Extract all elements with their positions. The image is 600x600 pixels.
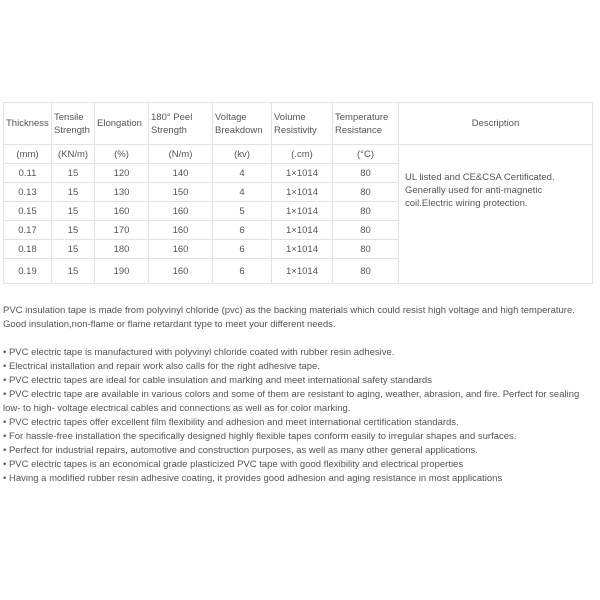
header-volume-resistivity: Volume Resistivity — [272, 103, 333, 145]
header-voltage-breakdown: Voltage Breakdown — [213, 103, 272, 145]
header-temperature-resistance: Temperature Resistance — [333, 103, 399, 145]
table-cell: 0.13 — [4, 183, 52, 202]
table-cell: 120 — [95, 164, 149, 183]
table-cell: 4 — [213, 183, 272, 202]
table-cell: 0.18 — [4, 240, 52, 259]
table-cell: 4 — [213, 164, 272, 183]
table-cell: 180 — [95, 240, 149, 259]
table-cell: 80 — [333, 202, 399, 221]
table-cell: 160 — [149, 202, 213, 221]
list-item: • For hassle-free installation the specifically designed highly flexible tapes conform easily to irregular shapes and surfaces. — [3, 431, 517, 442]
table-cell: 15 — [52, 202, 95, 221]
table-cell: 160 — [149, 221, 213, 240]
unit-cell: (N/m) — [149, 145, 213, 164]
list-item: • PVC electric tapes are ideal for cable insulation and marking and meet international safety standards — [3, 375, 432, 386]
unit-cell: (%) — [95, 145, 149, 164]
table-cell: 15 — [52, 259, 95, 284]
table-cell: 140 — [149, 164, 213, 183]
table-cell: 130 — [95, 183, 149, 202]
unit-cell: (KN/m) — [52, 145, 95, 164]
table-cell: 0.11 — [4, 164, 52, 183]
header-elongation: Elongation — [95, 103, 149, 145]
header-peel-strength: 180° Peel Strength — [149, 103, 213, 145]
table-cell: 5 — [213, 202, 272, 221]
table-cell: 160 — [95, 202, 149, 221]
table-cell: 150 — [149, 183, 213, 202]
table-cell: 1×1014 — [272, 183, 333, 202]
header-description: Description — [399, 103, 593, 145]
list-item: • PVC electric tape are available in various colors and some of them are resistant to aging, weather, abrasion, and fire. Perfect for sealing low- to high- voltage electrical cables and connections as well as for color marking. — [3, 389, 580, 414]
table-cell: 0.15 — [4, 202, 52, 221]
table-cell: 0.17 — [4, 221, 52, 240]
table-cell: 6 — [213, 221, 272, 240]
list-item: • Perfect for industrial repairs, automotive and construction purposes, as well as many other general applications. — [3, 445, 478, 456]
list-item: • Having a modified rubber resin adhesive coating, it provides good adhesion and aging resistance in most applications — [3, 473, 503, 484]
table-cell: 190 — [95, 259, 149, 284]
table-cell: 80 — [333, 221, 399, 240]
table-cell: 15 — [52, 164, 95, 183]
intro-paragraph: PVC insulation tape is made from polyvinyl chloride (pvc) as the backing materials which could resist high voltage and high temperature. Good insulation,non-flame or flame retardant type to meet your different needs. — [3, 305, 575, 330]
spec-table — [3, 102, 593, 284]
table-cell: 1×1014 — [272, 259, 333, 284]
list-item: • PVC electric tapes is an economical grade plasticized PVC tape with good flexibility and electrical properties — [3, 459, 464, 470]
table-cell: 1×1014 — [272, 164, 333, 183]
table-cell: 1×1014 — [272, 240, 333, 259]
list-item: • PVC electric tapes offer excellent film flexibility and adhesion and meet international certification standards. — [3, 417, 459, 428]
table-cell: 80 — [333, 240, 399, 259]
table-cell: 160 — [149, 259, 213, 284]
table-cell: 1×1014 — [272, 202, 333, 221]
table-cell: 80 — [333, 183, 399, 202]
table-cell: 170 — [95, 221, 149, 240]
table-cell: 15 — [52, 240, 95, 259]
description-cell: UL listed and CE&CSA Certificated. Generally used for anti-magnetic coil.Electric wiring protection. — [399, 145, 593, 284]
table-cell: 15 — [52, 183, 95, 202]
table-cell: 6 — [213, 259, 272, 284]
unit-cell: (mm) — [4, 145, 52, 164]
table-cell: 6 — [213, 240, 272, 259]
unit-cell: (°C) — [333, 145, 399, 164]
units-row — [4, 145, 593, 164]
list-item: • PVC electric tape is manufactured with polyvinyl chloride coated with rubber resin adhesive. — [3, 347, 395, 358]
feature-list — [3, 346, 597, 486]
header-thickness: Thickness — [4, 103, 52, 145]
table-cell: 1×1014 — [272, 221, 333, 240]
table-cell: 80 — [333, 164, 399, 183]
header-tensile-strength: Tensile Strength — [52, 103, 95, 145]
table-header-row — [4, 103, 593, 145]
unit-cell: (kv) — [213, 145, 272, 164]
table-cell: 80 — [333, 259, 399, 284]
table-cell: 15 — [52, 221, 95, 240]
table-cell: 160 — [149, 240, 213, 259]
list-item: • Electrical installation and repair work also calls for the right adhesive tape. — [3, 361, 320, 372]
table-cell: 0.19 — [4, 259, 52, 284]
unit-cell: (.cm) — [272, 145, 333, 164]
